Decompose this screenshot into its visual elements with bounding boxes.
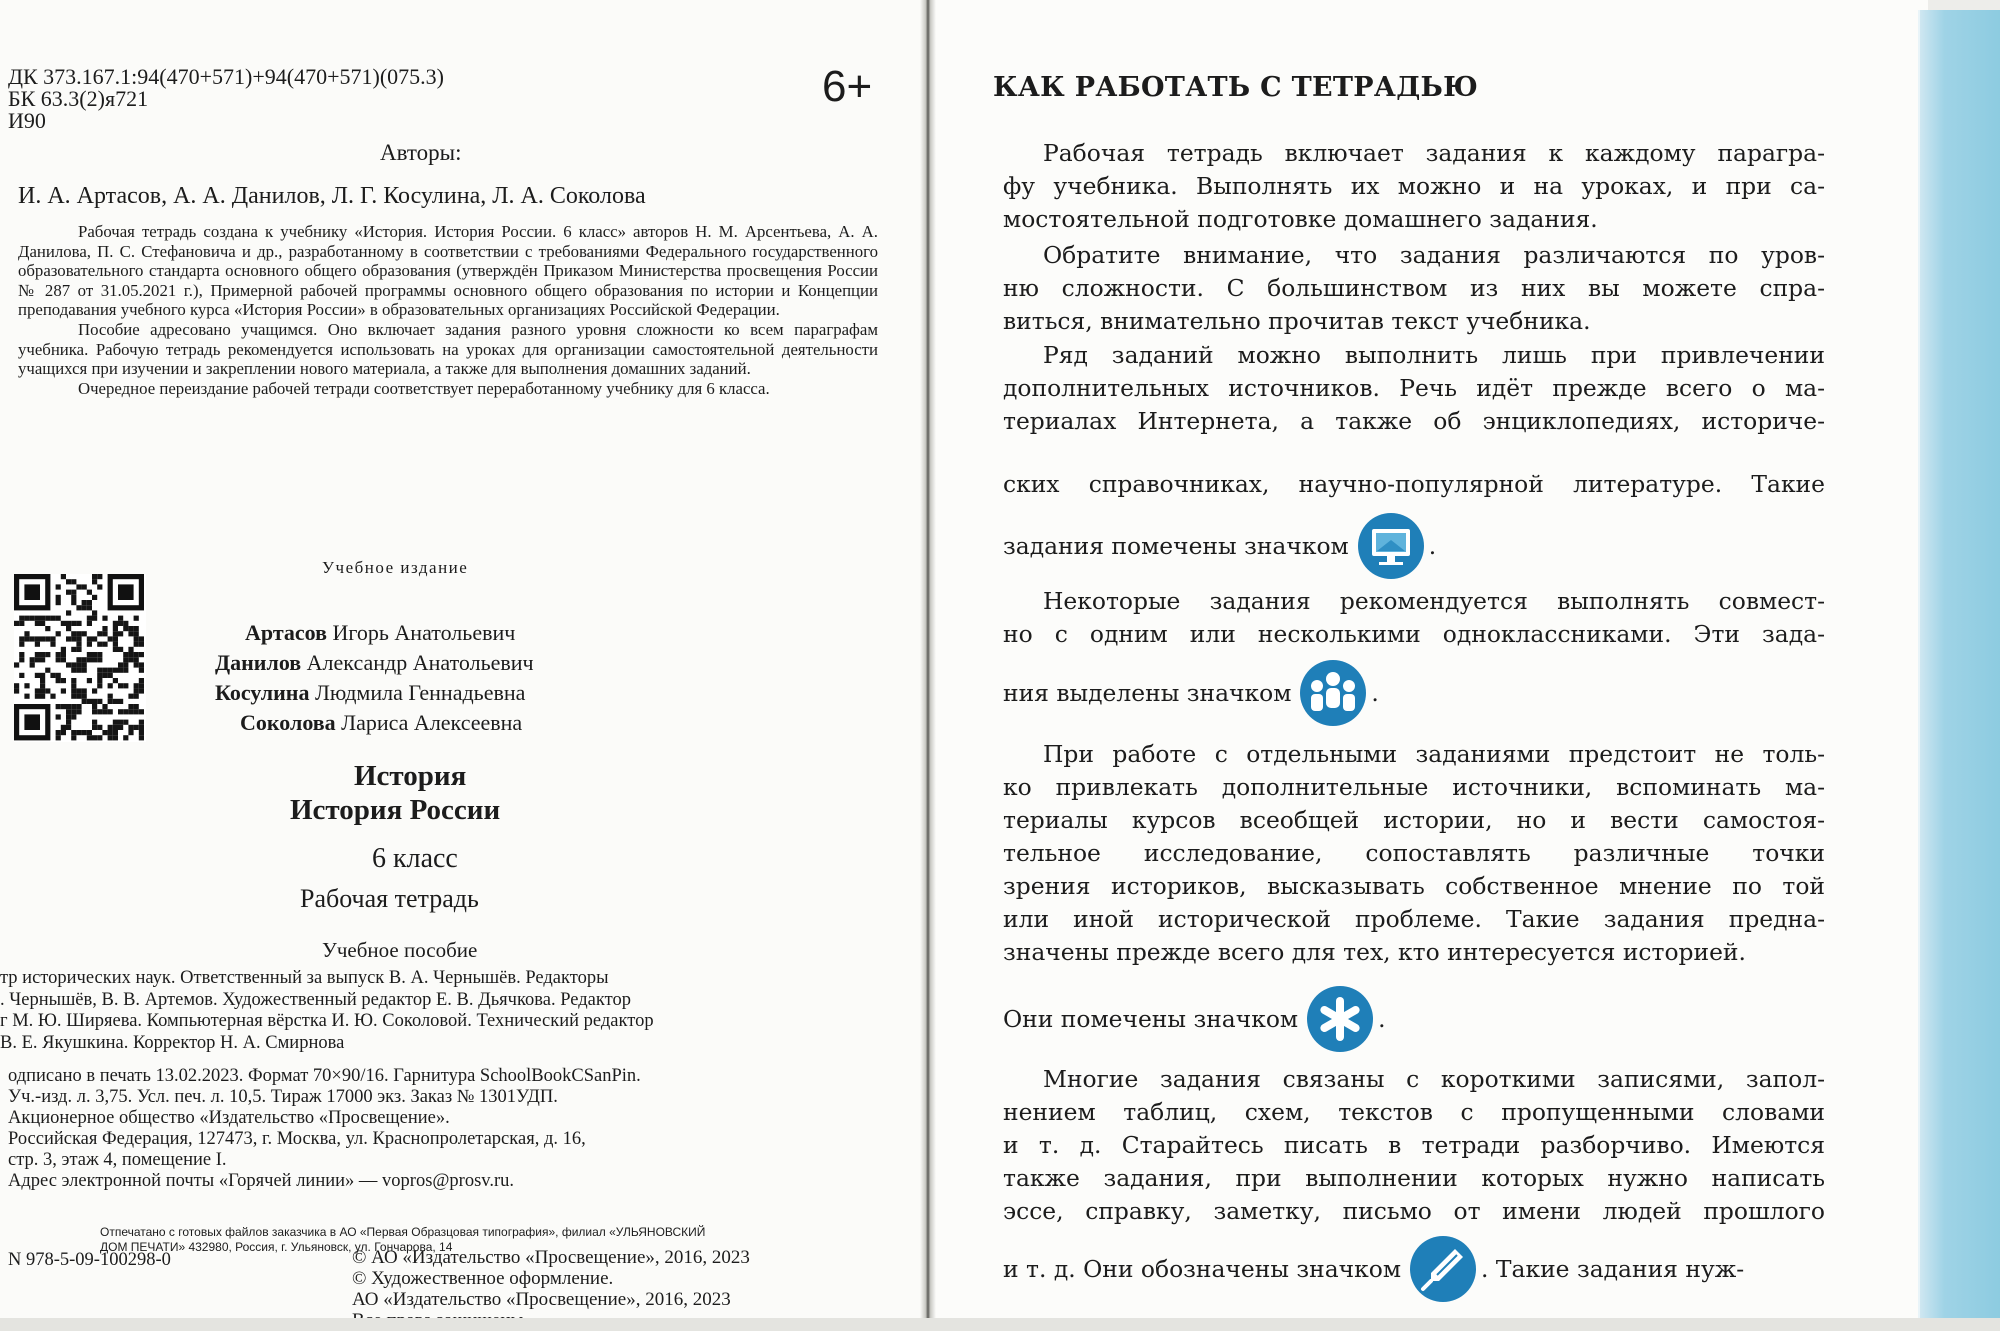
staff-surname: Данилов xyxy=(215,650,302,675)
text-line: Ряд заданий можно выполнить лишь при привлечении xyxy=(1043,341,1825,369)
author-mark-line: И90 xyxy=(8,108,46,133)
internet-icon-line xyxy=(1003,512,1436,580)
workbook-label: Рабочая тетрадь xyxy=(300,884,479,913)
staff-surname: Соколова xyxy=(240,710,336,735)
period: . xyxy=(1428,532,1437,560)
text-line: териалы курсов всеобщей истории, но и вести самостоя- xyxy=(1003,806,1825,834)
paragraph-3 xyxy=(1003,339,1825,501)
advanced-tasks-icon xyxy=(1306,985,1374,1053)
credits-line: В. Е. Якушкина. Корректор Н. А. Смирнова xyxy=(0,1032,345,1053)
credits-line: . Чернышёв, В. В. Артемов. Художественный редактор Е. В. Дьячкова. Редактор xyxy=(0,989,631,1010)
icon-caption: Они помечены значком xyxy=(1003,1005,1299,1033)
book-title: История xyxy=(354,760,467,792)
icon-caption: задания помечены значком xyxy=(1003,532,1349,560)
text-line: эссе, справку, заметку, письмо от имени людей прошлого xyxy=(1003,1197,1825,1225)
credits-line: г М. Ю. Ширяева. Компьютерная вёрстка И. Ю. Соколовой. Технический редактор xyxy=(0,1011,654,1031)
age-rating: 6+ xyxy=(822,62,873,111)
writing-tasks-icon xyxy=(1409,1235,1477,1303)
staff-surname: Артасов xyxy=(245,620,328,645)
icon-caption: ния выделены значком xyxy=(1003,679,1292,707)
authors-list: И. А. Артасов, А. А. Данилов, Л. Г. Косулина, Л. А. Соколова xyxy=(18,183,646,209)
cover-edge xyxy=(1918,10,2000,1331)
book-subtitle: История России xyxy=(290,794,501,826)
copyrights xyxy=(352,1247,750,1325)
copyright-line: АО «Издательство «Просвещение», 2016, 2023 xyxy=(352,1289,731,1310)
printer-info: Отпечатано с готовых файлов заказчика в АО «Первая Образцовая типография», филиал «УЛЬЯНОВСКИЙ ДОМ ПЕЧАТИ» 432980, Россия, г. Ульяновск, ул. Гончарова, 14 xyxy=(100,1225,706,1254)
text-line: При работе с отдельными заданиями предстоит не толь- xyxy=(1043,740,1825,768)
imprint-page xyxy=(0,0,928,1325)
imprint-line: стр. 3, этаж 4, помещение I. xyxy=(8,1150,227,1170)
paragraph-4 xyxy=(1003,585,1825,651)
intro-text xyxy=(18,222,878,398)
page-bottom-edge xyxy=(0,1318,2000,1331)
credits xyxy=(0,968,654,1054)
text-line: тельное исследование, сопоставлять различные точки xyxy=(1003,839,1825,867)
staff-surname: Косулина xyxy=(215,680,310,705)
imprint-line: Уч.-изд. л. 3,75. Усл. печ. л. 10,5. Тираж 17000 экз. Заказ № 1301УДП. xyxy=(8,1087,558,1107)
paragraph-6 xyxy=(1003,1063,1825,1228)
group-work-icon xyxy=(1299,659,1367,727)
bbk-line: БК 63.3(2)я721 xyxy=(8,86,149,111)
text-line: Некоторые задания рекомендуется выполнять совмест- xyxy=(1043,587,1825,615)
intro-paragraph: Пособие адресовано учащимся. Оно включает задания разного уровня сложности ко всем параграфам учебника. Рабочую тетрадь рекомендуется использовать на уроках для организации самостоятельной деятельности учащихся при изучении и закреплении нового материала, а также для выполнения домашних заданий. xyxy=(18,319,878,379)
copyright-line: © АО «Издательство «Просвещение», 2016, 2023 xyxy=(352,1247,750,1268)
print-imprint xyxy=(8,1066,641,1192)
staff-row xyxy=(210,648,534,678)
staff-names: Лариса Алексеевна xyxy=(335,710,523,735)
staff-names: Игорь Анатольевич xyxy=(327,620,516,645)
imprint-line: Российская Федерация, 127473, г. Москва, ул. Краснопролетарская, д. 16, xyxy=(8,1129,586,1149)
text-line: Многие задания связаны с короткими записями, запол- xyxy=(1043,1065,1825,1093)
period: . xyxy=(1371,679,1379,707)
group-icon-line xyxy=(1003,659,1379,727)
text-line: фу учебника. Выполнять их можно и на уроках, и при са- xyxy=(1003,172,1825,200)
paragraph-2 xyxy=(1003,239,1825,338)
staff-row xyxy=(210,708,534,738)
text-line: зрения историков, высказывать собственное мнение по той xyxy=(1003,872,1825,900)
text-line: также задания, при выполнении которых нужно написать xyxy=(1003,1164,1825,1192)
text-line: териалах Интернета, а также об энциклопедиях, историче- xyxy=(1003,407,1825,435)
udk-line: ДК 373.167.1:94(470+571)+94(470+571)(075.3) xyxy=(8,64,444,89)
period: . xyxy=(1378,1005,1386,1033)
authors-label: Авторы: xyxy=(380,140,462,165)
imprint-line: Адрес электронной почты «Горячей линии» — vopros@prosv.ru. xyxy=(8,1171,514,1191)
staff-names: Александр Анатольевич xyxy=(301,650,534,675)
asterisk-icon-line xyxy=(1003,985,1386,1053)
internet-tasks-icon xyxy=(1357,512,1425,580)
grade: 6 класс xyxy=(372,843,458,874)
credits-line: тр исторических наук. Ответственный за выпуск В. А. Чернышёв. Редакторы xyxy=(0,968,609,988)
icon-caption-tail: . Такие задания нуж- xyxy=(1481,1255,1745,1283)
edition-label: Учебное издание xyxy=(322,558,469,577)
staff-row xyxy=(210,678,534,708)
text-line: Рабочая тетрадь включает задания к каждому парагра- xyxy=(1043,139,1825,167)
qr-code-graphic xyxy=(14,574,146,742)
paragraph-5 xyxy=(1003,738,1825,969)
text-line: виться, внимательно прочитав текст учебника. xyxy=(1003,307,1591,335)
text-line: мостоятельной подготовке домашнего задания. xyxy=(1003,205,1598,233)
qr-code[interactable] xyxy=(14,574,146,742)
text-line: ко привлекать дополнительные источники, вспоминать ма- xyxy=(1003,773,1825,801)
paragraph-1 xyxy=(1003,137,1825,236)
text-line: ских справочниках, научно-популярной литературе. Такие xyxy=(1003,470,1825,498)
imprint-line: Акционерное общество «Издательство «Просвещение». xyxy=(8,1108,450,1128)
page-heading: КАК РАБОТАТЬ С ТЕТРАДЬЮ xyxy=(993,72,1479,103)
imprint-line: одписано в печать 13.02.2023. Формат 70×90/16. Гарнитура SchoolBookCSanPin. xyxy=(8,1066,641,1086)
staff-row xyxy=(210,618,534,648)
staff-names: Людмила Геннадьевна xyxy=(309,680,526,705)
writing-icon-line xyxy=(1003,1235,1744,1303)
intro-paragraph: Очередное переиздание рабочей тетради соответствует переработанному учебнику для 6 класса. xyxy=(78,378,770,398)
text-line: ню сложности. С большинством из них вы можете спра- xyxy=(1003,274,1825,302)
textbook-type: Учебное пособие xyxy=(322,938,478,962)
intro-paragraph: Рабочая тетрадь создана к учебнику «История. История России. 6 класс» авторов Н. М. Арсентьева, А. А. Данилова, П. С. Стефановича и др., разработанному в соответствии с требованиями Федерального государственного образовательного стандарта основного общего образования (утверждён Приказом Министерства просвещения России № 287 от 31.05.2021 г.), Примерной рабочей программы основного общего образования по истории и Концепции преподавания учебного курса «История России» в образовательных организациях Российской Федерации. xyxy=(18,222,878,320)
staff-list xyxy=(210,618,534,738)
text-line: нением таблиц, схем, текстов с пропущенными словами xyxy=(1003,1098,1825,1126)
copyright-line: © Художественное оформление. xyxy=(352,1268,614,1289)
text-line: Обратите внимание, что задания различаются по уров- xyxy=(1043,241,1825,269)
book-gutter xyxy=(920,0,936,1331)
text-line: но с одним или несколькими одноклассниками. Эти зада- xyxy=(1003,620,1825,648)
text-line: и т. д. Старайтесь писать в тетради разборчиво. Имеются xyxy=(1003,1131,1825,1159)
classification-codes xyxy=(8,66,444,132)
instructions-page xyxy=(928,0,1928,1325)
text-line: значены прежде всего для тех, кто интересуется историей. xyxy=(1003,938,1746,966)
text-line: дополнительных источников. Речь идёт прежде всего о ма- xyxy=(1003,374,1825,402)
isbn: N 978-5-09-100298-0 xyxy=(8,1250,171,1270)
icon-caption: и т. д. Они обозначены значком xyxy=(1003,1255,1402,1283)
text-line: или иной исторической проблеме. Такие задания предна- xyxy=(1003,905,1825,933)
